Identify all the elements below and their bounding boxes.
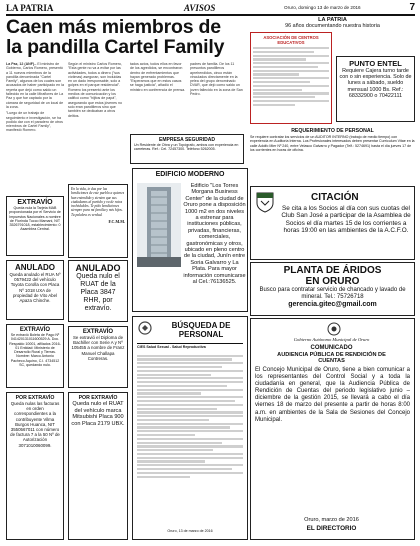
ad-punto-entel [336, 56, 415, 122]
ad-body: Se extravió Boleta de Pago Nº 041420131011600529 A. Doc. Respaldo 10001, afiliados 2016-01 Entidad: Ministerio de Desarrollo Rural y Tierras. Nombre: Marco Antonio Pacheco Aquino, C.I. 4734512 SC, quedando nulo. [9, 333, 61, 368]
ad-title: REQUERIMIENTO DE PERSONAL [291, 128, 374, 134]
ad-body: Edificio "Los Torres Morgana Business Center" de la ciudad de Oruro pone a disposición 1000 m2 en dos niveles a estrenar para instituciones públicas, privadas, financieras, comerciales, gastronómicas y otros, ubicado en pleno centro de la ciudad, Junín entre Soria Galvarro y La Plata. Para mayor información comunicarse al Cel.:76136525. [183, 183, 246, 286]
busqueda-title-line-2: PERSONAL [178, 330, 224, 339]
ad-empresa-seguridad [130, 134, 244, 164]
headline [6, 17, 242, 57]
ad-title: CITACIÓN [311, 192, 359, 203]
article-column-3 [130, 62, 186, 132]
ad-body: Se requiere contratar los servicios de un AUDITOR INTERNO (trabajo de medio tiempo) con experiencia en Auditoría Interna. Los Profesionales interesados deben presentar Currículum Vitae en la calle Adolfo Mier Nº 240, entre Velasco Galvarro y Pagador (Telf.: 5274691) hasta el día jueves 17 de los corrientes en horas de oficina. [250, 135, 415, 152]
anniversary-text: 96 años documentando nuestra historia [285, 23, 380, 29]
ad-por-extravio-facturas [6, 392, 64, 540]
comunicado-title: COMUNICADO [310, 345, 353, 351]
article-dateline: La Paz, 12 (ANF).- [6, 62, 37, 66]
headline-line-2: la pandilla Cartel Family [6, 36, 225, 58]
ad-planta-aridos [250, 262, 415, 316]
ad-edificio-moderno [132, 168, 248, 312]
ad-extravio-diploma [68, 326, 128, 388]
article-column-2 [68, 62, 126, 180]
masthead: LA PATRIA [6, 3, 54, 13]
ad-asociacion-centros [250, 32, 332, 124]
ad-body: Un Residente de Obra y un Topógrafo, ambos con experiencia en carreteras. Ref.: Cel. 72457300. Teléfono 5262005. [134, 143, 239, 152]
ad-title: EXTRAVÍO [17, 199, 53, 206]
busqueda-title [157, 321, 245, 339]
building-illustration [137, 183, 181, 267]
ad-anulado-rua [6, 260, 64, 320]
tribute-text: En la vida, te das por las bendiciones de este pueblo a quienes han entendido y sienten que sus ciudadanos al partido y va de ratos inolvidables. Te pido bendiciones siempre para mi familia y mis hijos. Tu palabra es verdad. [71, 187, 125, 217]
ad-body: Queda nula la Tarjeta MAB proporcionada por el Servicio de Impuestos Nacionales a nombre de Florinda Tucco Mamani, NIT 3526791018, establecimiento: 0 Asamblea Central. [9, 206, 61, 232]
ad-title: PUNTO ENTEL [349, 59, 402, 68]
cies-logo-icon [137, 321, 153, 339]
ad-body: Requiere Cajera turno tarde con o sin experiencia. Solo de lunes a sábado, sueldo mensual 1000 Bs. Ref.: 68332900 o 70422111 [339, 68, 412, 99]
ad-title: EMPRESA SEGURIDAD [159, 137, 215, 143]
article-column-4 [190, 62, 244, 132]
ad-body: Queda nulo el RUAT de la Placa 3847 RHR, por extravío. [76, 273, 120, 312]
ad-body: Se cita a los Socios al día con sus cuotas del Club San José a participar de la Asamblea de Socios el día martes 15 de los corrientes a horas 19:00 en las ambientes de la A.C.F.O. [281, 205, 411, 235]
ad-title: ANULADO [75, 263, 121, 273]
headline-line-1: Caen más miembros de [6, 16, 221, 38]
article-paragraph-2: "Luego de un trabajo de seguimiento e investigación, se ha podido dar con el paradero de otros miembros de Cartel Family", manifestó Romero. [6, 111, 63, 133]
ad-body: Busco para contratar servicio de chancado y lavado de mineral. Tel.: 75726718 [259, 287, 406, 300]
page-number: 7 [409, 2, 415, 13]
ad-title-line-2: EN ORURO [305, 276, 360, 287]
article-column-1 [6, 62, 64, 192]
comunicado-body: El Concejo Municipal de Oruro, tiene a bien comunicar a los representantes del Control Social y a toda la ciudadanía en general, que la Audiencia Pública de Rendición de Cuentas del periodo legislativo junio – diciembre de la gestión 2015, se llevará a cabo el día viernes 18 de marzo del presente a partir de horas 8:00 a.m. en ambientes de la Sala de Sesiones del Concejo Municipal. [255, 367, 410, 423]
ad-por-extravio-ruat [68, 392, 128, 540]
article-paragraph-1: El ministro de Gobierno, Carlos Romero, presentó a 11 nuevos miembros de la pandilla denominada "Cartel Family", algunos de los cuales son acusados de haber participado en la reyerta que dejó como saldo un fallecido en la calle Miraflores de La Paz y que fue captado por la cámara de seguridad de un local de la zona. [6, 62, 64, 109]
comunicado-place-date: Oruro, marzo de 2016 [304, 517, 359, 523]
article-col2-text: Según el ministro Carlos Romero, "Esta gente no va a evitar por las actividades, todos a dinero ("sus víctimas) aseguran, son incluidas en un dado irresponsable, solo a golpes en el parque residencial". Romero los presentó ante los medios de comunicación y los calificó como "hijitos de papá", asegurando que estos jóvenes no solo eran pandilleros sino que también se dedicaban a otros delitos. [68, 62, 122, 118]
ad-tribute [68, 184, 128, 258]
ad-title: POR EXTRAVÍO [15, 395, 55, 401]
article-col3-text: tados actos, todos ellos en favor de los agredidos, se encontraron dentro de enfrentamientos que hayan generado problemas. "Esperamos que en estos casos se haga justicia", añadió el ministro en conferencia de prensa. [130, 62, 186, 92]
institution-name: Gobierno Autónomo Municipal de Oruro [293, 337, 370, 342]
article-col4-text: padres de familia. De los 11 presuntos pandilleros aprehendidos, cinco están vinculados directamente en la pelea del grupo denominado DVAR, que dejó como saldo un joven fallecido en la zona de San Pedro. [190, 62, 243, 97]
ad-body: Queda nulo el RUAT del vehículo marca Mitsubishi Placa 900 con Placa 2179 UBX. [71, 401, 125, 427]
comunicado-subtitle: AUDIENCIA PÚBLICA DE RENDICIÓN DE CUENTAS [277, 352, 386, 365]
busqueda-text-block [137, 353, 243, 525]
masthead-note [250, 17, 415, 29]
ad-citacion [250, 186, 415, 260]
ad-title-line-1: PLANTA DE ÁRIDOS [283, 265, 382, 276]
section-title: AVISOS [184, 3, 216, 13]
ad-title: ANULADO [15, 263, 55, 272]
ad-title: EDIFICIO MODERNO [155, 171, 225, 178]
ad-busqueda-personal [132, 316, 248, 540]
ad-extravio-tarjeta [6, 196, 64, 256]
ad-title: EXTRAVÍO [19, 327, 51, 333]
dateline: Oruro, domingo 13 de marzo de 2016 [284, 5, 361, 10]
ad-title: ASOCIACIÓN DE CENTROS EDUCATIVOS [263, 35, 319, 45]
ad-title: POR EXTRAVÍO [78, 395, 118, 401]
municipal-emblem-icon [327, 322, 341, 336]
ad-comunicado-municipal [250, 318, 415, 540]
busqueda-title-line-1: BÚSQUEDA DE [171, 321, 231, 330]
ad-anulado-ruat [68, 260, 128, 322]
ad-text-block [253, 47, 329, 106]
ad-body: Se extravió el Diploma de Bachiller con Serie A y Nº 105455 a nombre de Franz Manuel Challapa Contreras. [71, 335, 125, 361]
comunicado-signature: EL DIRECTORIO [306, 525, 357, 532]
busqueda-org: CIES Salud Sexual - Salud Reproductiva [137, 345, 206, 349]
ad-extravio-boleta [6, 324, 64, 388]
ad-body: Queda nulas las facturas en orden correspondientes a la contribuyente Vilma Burgos Huanca, NIT 3550567011 con número de factura 7 a la 50 Nº de Autorización 3071010060099. [10, 401, 60, 448]
busqueda-rule [137, 343, 243, 344]
ad-body: Queda anulado el RUA Nº 0579422 del vehículo Toyota Corolla con Placa Nº 1018 UXA de propiedad de Vito Abel Apaza Chinche. [9, 272, 61, 304]
masthead-note-title: LA PATRIA [318, 17, 347, 23]
busqueda-footer: Oruro, 13 de marzo de 2016 [167, 529, 213, 533]
ad-email[interactable]: gerencia.gitec@gmail.com [288, 301, 377, 308]
ad-requerimiento [250, 128, 415, 184]
tribute-signature: F.C.M.M. [108, 219, 125, 225]
ad-title: EXTRAVÍO [82, 329, 114, 335]
club-crest-icon [255, 191, 275, 213]
